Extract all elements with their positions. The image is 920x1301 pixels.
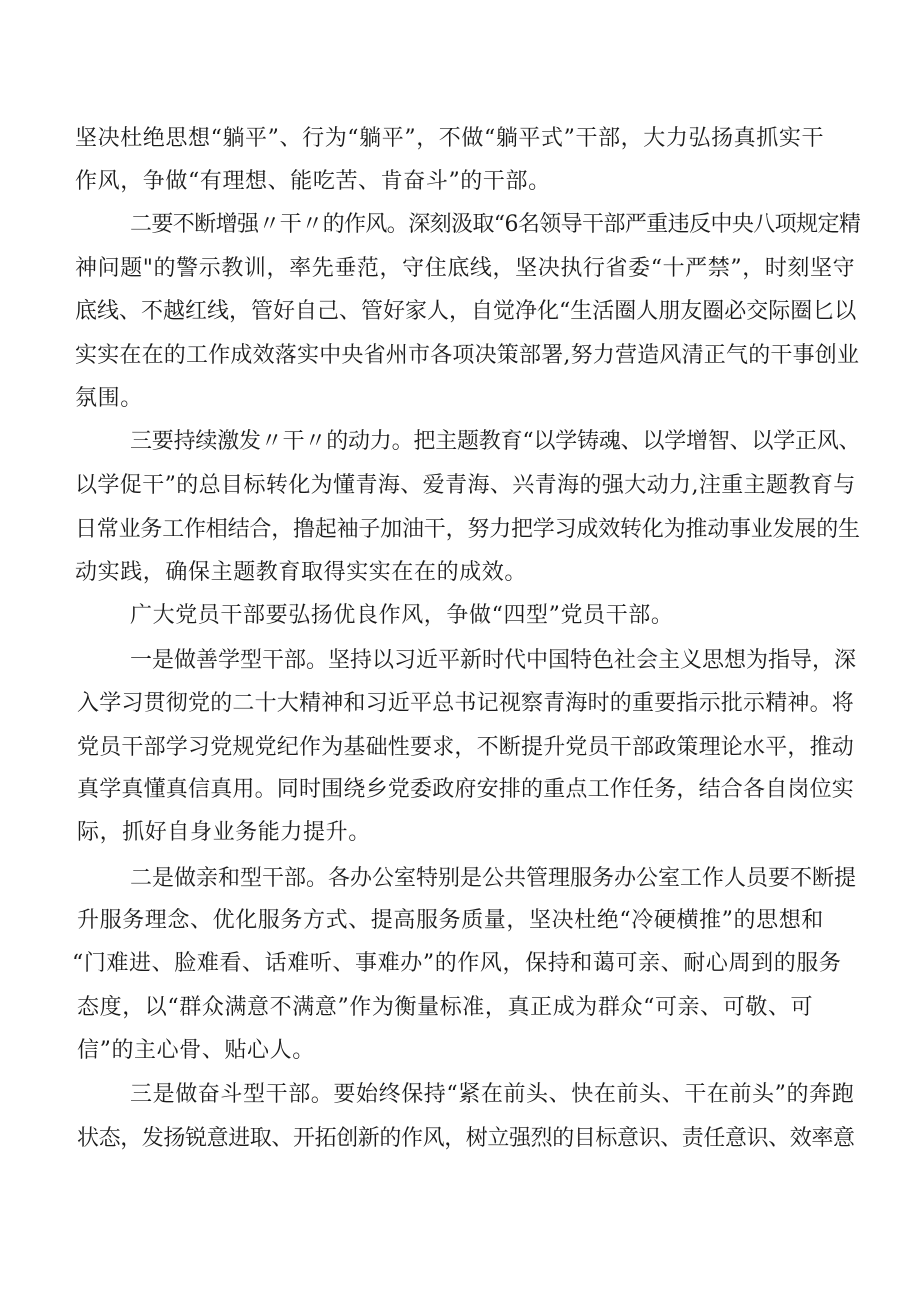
text-line: 日常业务工作相结合，撸起袖子加油干，努力把学习成效转化为推动事业发展的生: [75, 517, 860, 542]
text-line: 动实践，确保主题教育取得实实在在的成效。: [75, 560, 528, 585]
text-line: 真学真懂真信真用。同时围绕乡党委政府安排的重点工作任务，结合各自岗位实: [77, 777, 855, 802]
text-line: “门难进、脸难看、话难听、事难办”的作风，保持和蔼可亲、耐心周到的服务: [72, 951, 842, 976]
text-line: 际，抓好自身业务能力提升。: [77, 820, 371, 845]
text-line: 坚决杜绝思想“躺平”、行为“躺平”，不做“躺平式”干部，大力弘扬真抓实干: [75, 126, 825, 151]
text-line: 神问题"的警示教训，率先垂范，守住底线，坚决执行省委“十严禁”，时刻坚守: [75, 256, 856, 281]
text-line: 二要不断增强〃干〃的作风。深刻汲取“6名领导干部严重违反中央八项规定精: [130, 212, 861, 237]
text-line: 升服务理念、优化服务方式、提高服务质量，坚决杜绝“冷硬横推”的思想和: [77, 908, 824, 933]
text-line: 二是做亲和型干部。各办公室特别是公共管理服务办公室工作人员要不断提: [130, 866, 857, 891]
text-line: 状态，发扬锐意进取、开拓创新的作风，树立强烈的目标意识、责任意识、效率意: [77, 1126, 855, 1151]
text-line: 氛围。: [75, 386, 143, 411]
text-line: 底线、不越红线，管好自己、管好家人，自觉净化“生活圈人朋友圈必交际圈匕以: [75, 299, 857, 324]
text-line: 三要持续激发〃干〃的动力。把主题教育“以学铸魂、以学增智、以学正风、: [130, 429, 861, 454]
text-line: 一是做善学型干部。坚持以习近平新时代中国特色社会主义思想为指导，深: [130, 648, 857, 673]
text-line: 三是做奋斗型干部。要始终保持“紧在前头、快在前头、干在前头”的奔跑: [130, 1082, 855, 1107]
text-line: 作风，争做“有理想、能吃苦、肯奋斗”的干部。: [75, 169, 551, 194]
text-line: 信”的主心骨、贴心人。: [77, 1038, 315, 1063]
text-line: 广大党员干部要弘扬优良作风，争做“四型”党员干部。: [130, 603, 674, 628]
text-line: 以学促干”的总目标转化为懂青海、爱青海、兴青海的强大动力,注重主题教育与: [75, 473, 856, 498]
text-line: 实实在在的工作成效落实中央省州市各项决策部署,努力营造风清正气的干事创业: [75, 343, 860, 368]
text-line: 入学习贯彻党的二十大精神和习近平总书记视察青海时的重要指示批示精神。将: [77, 691, 855, 716]
text-line: 态度，以“群众满意不满意”作为衡量标准，真正成为群众“可亲、可敬、可: [77, 995, 814, 1020]
text-line: 党员干部学习党规党纪作为基础性要求，不断提升党员干部政策理论水平，推动: [77, 735, 855, 760]
